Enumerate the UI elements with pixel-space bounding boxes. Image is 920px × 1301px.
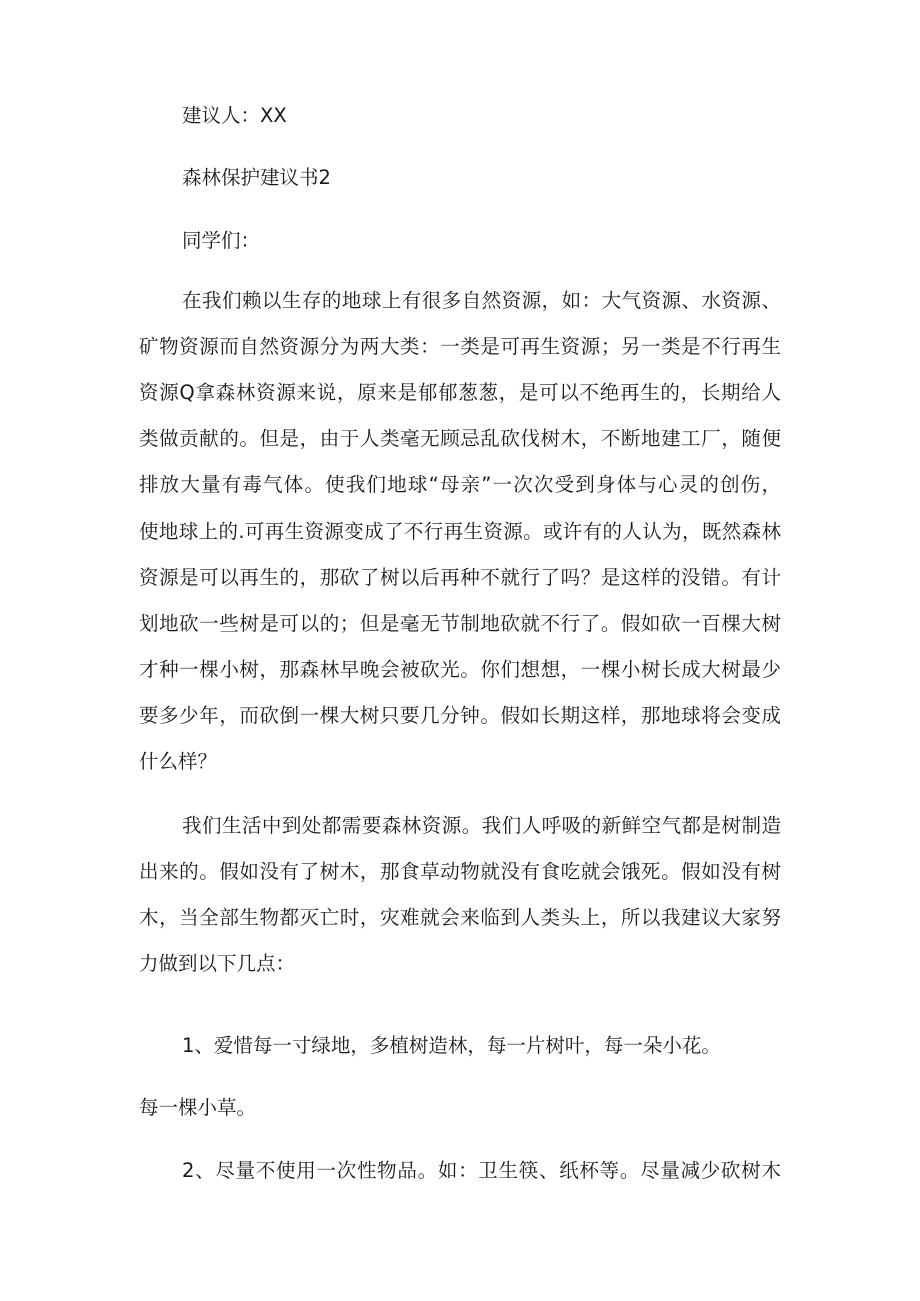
paragraph-1-line-5: 排放大量有毒气体。使我们地球“母亲”一次次受到身体与心灵的创伤， (139, 473, 781, 496)
list-item-1-continuation: 每一棵小草。 (139, 1096, 257, 1119)
paragraph-1-line-9: 才种一棵小树，那森林早晚会被砍光。你们想想，一棵小树长成大树最少 (139, 658, 781, 681)
paragraph-1-line-2: 矿物资源而自然资源分为两大类：一类是可再生资源；另一类是不行再生 (139, 335, 781, 358)
paragraph-1-line-6: 使地球上的.可再生资源变成了不行再生资源。或许有的人认为，既然森林 (139, 520, 781, 543)
paragraph-1-line-11: 什么样？ (139, 750, 218, 773)
paragraph-2-line-3: 木，当全部生物都灭亡时，灾难就会来临到人类头上，所以我建议大家努 (139, 906, 781, 929)
proposer-line: 建议人：XX (182, 104, 287, 127)
paragraph-1-line-1: 在我们赖以生存的地球上有很多自然资源，如：大气资源、水资源、 (182, 289, 781, 312)
paragraph-1-line-10: 要多少年，而砍倒一棵大树只要几分钟。假如长期这样，那地球将会变成 (139, 704, 781, 727)
paragraph-1-line-7: 资源是可以再生的，那砍了树以后再种不就行了吗？是这样的没错。有计 (139, 566, 781, 589)
list-item-1: 1、爱惜每一寸绿地，多植树造林，每一片树叶，每一朵小花。 (182, 1034, 721, 1057)
paragraph-2-line-2: 出来的。假如没有了树木，那食草动物就没有食吃就会饿死。假如没有树 (139, 860, 781, 883)
salutation: 同学们： (182, 229, 261, 252)
paragraph-2-line-4: 力做到以下几点： (139, 952, 296, 975)
paragraph-1-line-4: 类做贡献的。但是，由于人类毫无顾忌乱砍伐树木，不断地建工厂，随便 (139, 427, 781, 450)
document-title: 森林保护建议书2 (182, 166, 331, 189)
list-item-2: 2、尽量不使用一次性物品。如：卫生筷、纸杯等。尽量减少砍树木 (182, 1159, 781, 1182)
paragraph-2-line-1: 我们生活中到处都需要森林资源。我们人呼吸的新鲜空气都是树制造 (182, 814, 781, 837)
paragraph-1-line-8: 划地砍一些树是可以的；但是毫无节制地砍就不行了。假如砍一百棵大树 (139, 612, 781, 635)
paragraph-1-line-3: 资源Q拿森林资源来说，原来是郁郁葱葱，是可以不绝再生的，长期给人 (139, 381, 781, 404)
